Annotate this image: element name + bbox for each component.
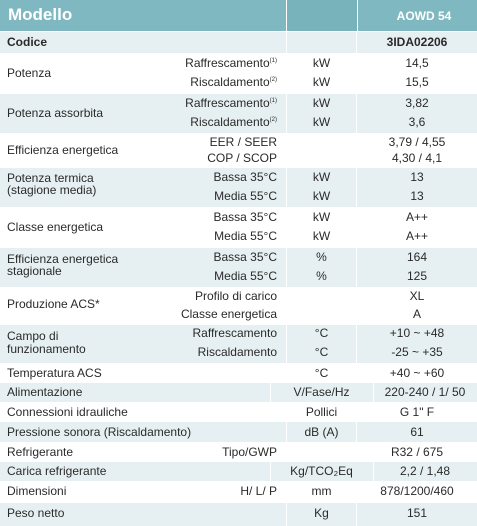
eff-stagionale-label-2: stagionale	[7, 264, 62, 278]
potenza-termica-label-2: (stagione media)	[7, 183, 97, 197]
table-row-refrigerante	[0, 443, 477, 461]
classe-value-1: A++	[405, 210, 429, 224]
efficienza-label: Efficienza energetica	[7, 143, 119, 157]
eff-stagionale-label-1: Efficienza energetica	[7, 252, 119, 266]
potenza-risc-label: Riscaldamento$^{(2)}$	[190, 75, 277, 89]
connessioni-label: Connessioni idrauliche	[7, 405, 128, 419]
efficienza-value-1: 3,79 / 4,55	[388, 135, 446, 149]
campo-value-1: +10 ~ +48	[389, 326, 445, 340]
potenza-assorbita-unit-1: kW	[312, 96, 331, 110]
campo-unit-2: °C	[314, 345, 329, 359]
table-row-carica	[0, 462, 477, 481]
table-row-eff-stagionale	[0, 248, 477, 287]
table-row-efficienza	[0, 134, 477, 167]
classe-sub-1: Bassa 35°C	[213, 210, 277, 224]
eff-stagionale-value-1: 164	[406, 250, 428, 264]
table-row-temp-acs	[0, 364, 477, 382]
pressione-value: 61	[410, 425, 424, 439]
table-row-campo	[0, 325, 477, 363]
temp-acs-unit: °C	[314, 366, 329, 380]
temp-acs-label: Temperatura ACS	[7, 366, 102, 380]
potenza-termica-unit-1: kW	[312, 170, 331, 184]
potenza-assorbita-raff-label: Raffrescamento$^{(1)}$	[185, 96, 277, 110]
refrigerante-label: Refrigerante	[7, 445, 74, 459]
classe-sub-2: Media 55°C	[214, 229, 277, 243]
table-row-peso	[0, 503, 477, 526]
potenza-termica-unit-2: kW	[312, 189, 331, 203]
potenza-assorbita-risc-label: Riscaldamento$^{(2)}$	[190, 115, 277, 129]
table-row-potenza	[0, 54, 477, 93]
acs-sub-2: Classe energetica	[180, 307, 277, 321]
efficienza-sub-1: EER / SEER	[209, 135, 277, 149]
acs-label: Produzione ACS*	[7, 297, 100, 311]
potenza-raff-value: 14,5	[405, 56, 429, 70]
dimensioni-sub: H/ L/ P	[240, 484, 277, 498]
campo-sub-1: Raffrescamento	[192, 326, 277, 340]
efficienza-value-2: 4,30 / 4,1	[391, 151, 443, 165]
potenza-termica-sub-2: Media 55°C	[214, 189, 277, 203]
table-row-pressione	[0, 422, 477, 442]
table-row-alimentazione	[0, 383, 477, 402]
alimentazione-unit: V/Fase/Hz	[293, 385, 350, 399]
potenza-unit-1: kW	[312, 56, 331, 70]
potenza-termica-sub-1: Bassa 35°C	[213, 170, 277, 184]
campo-unit-1: °C	[314, 326, 329, 340]
codice-value: 3IDA02206	[386, 35, 448, 49]
peso-value: 151	[406, 506, 428, 520]
carica-unit: Kg/TCO₂Eq	[290, 464, 353, 478]
connessioni-value: G 1" F	[399, 405, 435, 419]
acs-value-1: XL	[409, 289, 425, 303]
temp-acs-value: +40 ~ +60	[389, 366, 445, 380]
campo-label-2: funzionamento	[7, 342, 86, 356]
campo-label-1: Campo di	[7, 329, 59, 343]
alimentazione-value: 220-240 / 1/ 50	[384, 385, 466, 399]
header-unit-cell	[286, 0, 357, 31]
eff-stagionale-value-2: 125	[406, 269, 428, 283]
potenza-assorbita-unit-2: kW	[312, 115, 331, 129]
peso-label: Peso netto	[7, 506, 65, 520]
connessioni-unit: Pollici	[305, 405, 338, 419]
refrigerante-value: R32 / 675	[390, 445, 444, 459]
peso-unit: Kg	[314, 506, 329, 520]
table-row-acs	[0, 288, 477, 324]
potenza-assorbita-risc-value: 3,6	[408, 115, 426, 129]
campo-sub-2: Riscaldamento	[197, 345, 277, 359]
dimensioni-value: 878/1200/460	[380, 484, 454, 498]
table-header	[0, 0, 477, 31]
potenza-termica-value-1: 13	[410, 170, 424, 184]
potenza-risc-value: 15,5	[405, 75, 429, 89]
campo-value-2: -25 ~ +35	[391, 345, 443, 359]
acs-sub-1: Profilo di carico	[194, 289, 277, 303]
refrigerante-sub: Tipo/GWP	[222, 445, 277, 459]
table-row-potenza-termica	[0, 168, 477, 207]
dimensioni-unit: mm	[311, 484, 332, 498]
eff-stagionale-sub-1: Bassa 35°C	[213, 250, 277, 264]
table-row-connessioni	[0, 403, 477, 421]
header-title: Modello	[8, 5, 73, 24]
eff-stagionale-unit-1: %	[316, 250, 327, 264]
potenza-assorbita-raff-value: 3,82	[405, 96, 429, 110]
alimentazione-label: Alimentazione	[7, 385, 83, 399]
table-row-classe	[0, 208, 477, 247]
potenza-unit-2: kW	[312, 75, 331, 89]
efficienza-sub-2: COP / SCOP	[207, 151, 277, 165]
carica-label: Carica refrigerante	[7, 464, 107, 478]
classe-unit-2: kW	[312, 229, 331, 243]
potenza-termica-value-2: 13	[410, 189, 424, 203]
eff-stagionale-unit-2: %	[316, 269, 327, 283]
carica-value: 2,2 / 1,48	[399, 464, 451, 478]
classe-unit-1: kW	[312, 210, 331, 224]
potenza-label: Potenza	[7, 66, 52, 80]
potenza-raff-label: Raffrescamento$^{(1)}$	[185, 56, 277, 70]
classe-value-2: A++	[405, 229, 429, 243]
classe-label: Classe energetica	[7, 220, 104, 234]
table-row-dimensioni	[0, 482, 477, 502]
table-row-potenza-assorbita	[0, 94, 477, 133]
potenza-termica-label-1: Potenza termica	[7, 171, 94, 185]
codice-label: Codice	[7, 35, 48, 49]
header-model: AOWD 54	[396, 9, 452, 23]
pressione-label: Pressione sonora (Riscaldamento)	[7, 425, 192, 439]
acs-value-2: A	[412, 307, 421, 321]
table-row-codice	[0, 32, 477, 53]
dimensioni-label: Dimensioni	[7, 484, 67, 498]
eff-stagionale-sub-2: Media 55°C	[214, 269, 277, 283]
potenza-assorbita-label: Potenza assorbita	[7, 106, 104, 120]
pressione-unit: dB (A)	[304, 425, 339, 439]
